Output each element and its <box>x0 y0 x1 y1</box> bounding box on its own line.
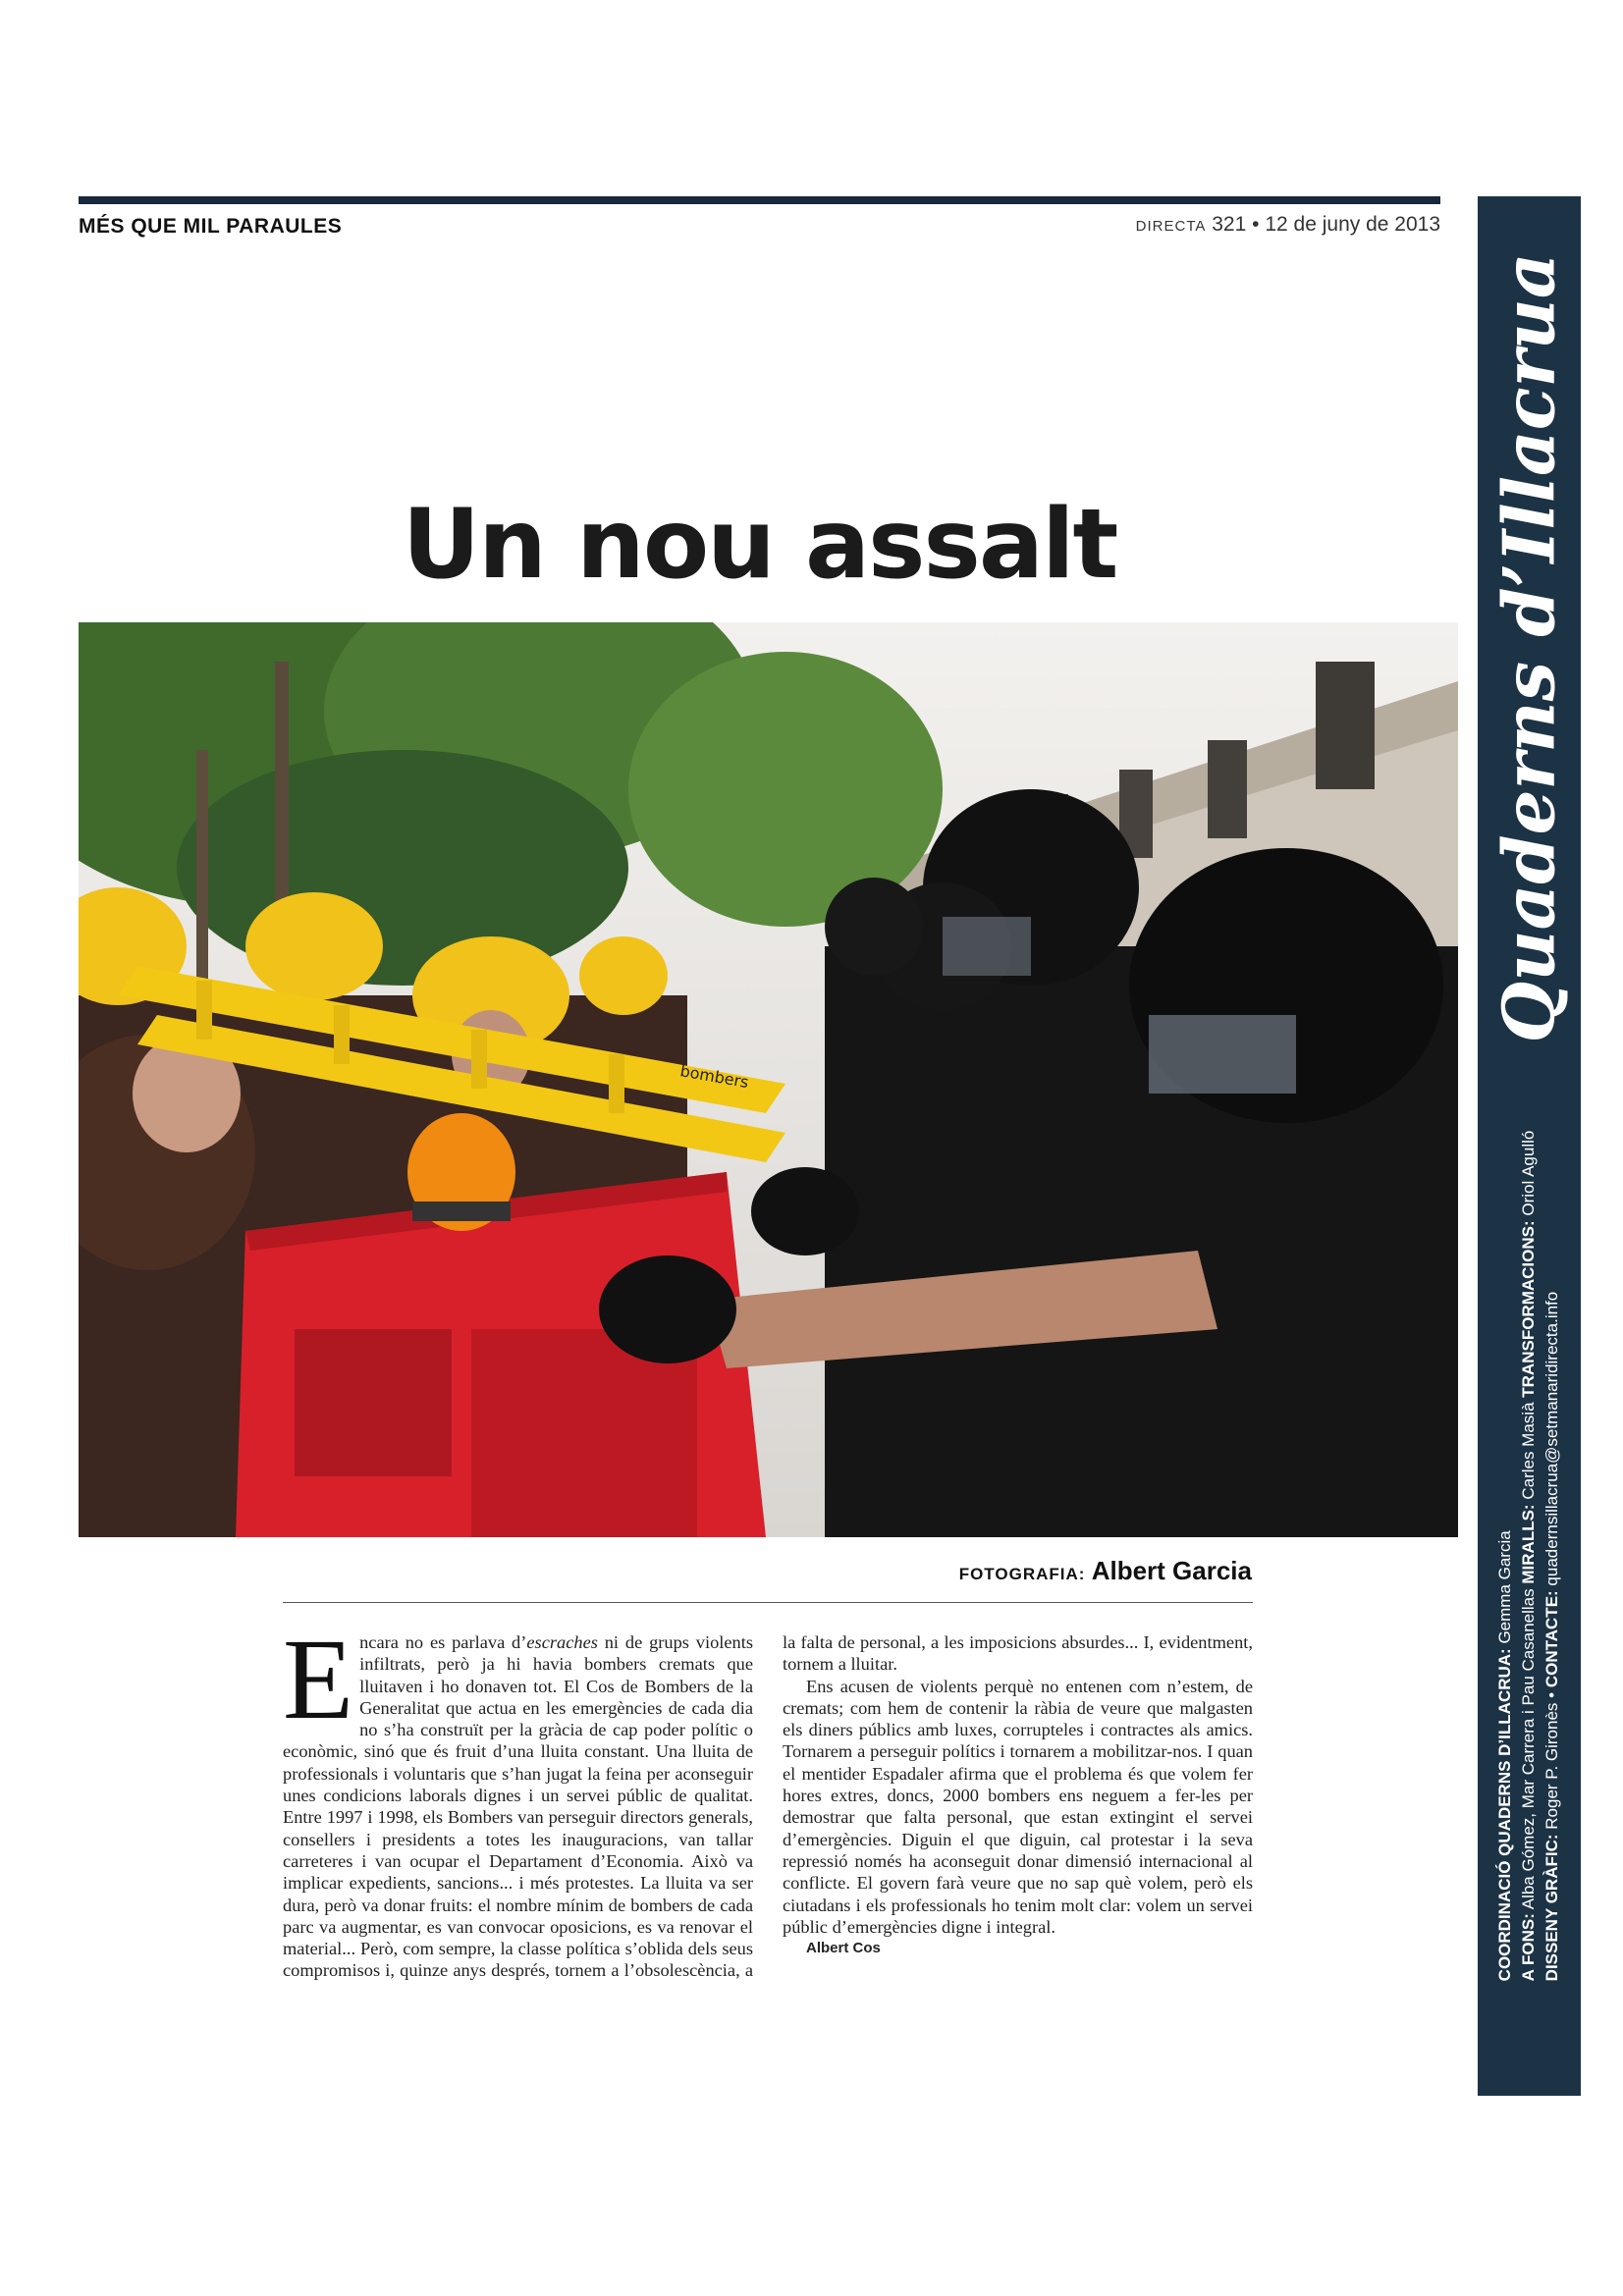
credits-line <box>1493 1131 1517 1982</box>
article-author: Albert Cos <box>806 1940 881 1957</box>
issue-date: 12 de juny de 2013 <box>1265 213 1440 236</box>
credit-value: Alba Gómez, Mar Carrera i Pau Casanellas <box>1519 1588 1538 1910</box>
credits-line <box>1541 1131 1564 1982</box>
credit-separator: • <box>1542 1691 1561 1698</box>
credit-value: Carles Masià <box>1519 1402 1538 1500</box>
article-text: ncara no es parlava d’ <box>359 1632 527 1652</box>
article-paragraph: Ens acusen de violents perquè no entenen com n’estem, de cremats; com hem de contenir la ràbia de veure que malgasten els diners públics amb luxes, corrupteles i contractes als amics. Tornarem a perseguir polítics i tornarem a mobilitzar-nos. I quan el mentider Espadaler afirma que el problema és que volem fer hores extres, doncs, 2000 bombers ens neguem a fer-les per demostrar que falta personal, que estan extingint el servei d’emergències. Diguin el que diguin, cal protestar i la seva repressió només ha aconseguit donar dimensió internacional al conflicte. El govern farà veure que no sap què volem, però els ciutadans i els professionals ho tenim molt clar: volem un servei públic d’emergències digne i integral. <box>783 1676 1253 1937</box>
headline: Un nou assalt <box>402 489 1117 601</box>
drop-cap: E <box>283 1615 354 1743</box>
credit-value: Gemma Garcia <box>1495 1530 1514 1644</box>
credit-label: CONTACTE: <box>1542 1590 1561 1688</box>
photographer-name: Albert Garcia <box>1091 1556 1252 1585</box>
credit-label: DISSENY GRÀFIC: <box>1542 1834 1561 1982</box>
ladder-label: bombers <box>678 1061 750 1093</box>
credit-rule <box>283 1602 1253 1603</box>
credit-value: Oriol Agulló <box>1519 1130 1538 1216</box>
article-text: ni de grups violents infiltrats, però ja hi havia bombers cremats que lluitaven i ho donaven tot. El Cos de Bombers de la Generalitat que actua en les emergències de cada dia no s’ha construït per la gràcia de cap poder polític o econòmic, sinó que és fruit d’una lluita constant. Una lluita de professionals i voluntaris que s’han jugat la feina per aconseguir unes condicions laborals dignes i un servei públic de qualitat. Entre 1997 i 1998, els Bombers van perseguir directors generals, consellers i presidents a totes les inauguracions, van tallar carreteres i van ocupar el Departament d’Economia. Això va implicar expedients, sancions... i més protestes. La lluita va ser dura, però va donar fruits: el nombre mínim de bombers de cada parc va augmentar, es van convocar oposicions, es va renovar el material... Però, com sempre, la classe política s’oblida dels seus compromisos i, quinze anys després, tornem a l’obsolescència, a la falta de personal, a les imposicions absurdes... I, evidentment, tornem a lluitar. <box>283 1632 1253 1981</box>
photo-credit <box>959 1556 1252 1586</box>
photo-illustration <box>79 622 1458 1537</box>
article-emphasis: escraches <box>526 1632 598 1652</box>
issue-info <box>1136 213 1440 237</box>
issue-separator: • <box>1252 213 1260 236</box>
sidebar-credits <box>1493 1131 1564 1982</box>
credit-value: Roger P. Gironès <box>1542 1702 1561 1830</box>
credit-label: COORDINACIÓ QUADERNS D’ILLACRUA: <box>1495 1648 1514 1982</box>
main-photo <box>79 622 1458 1537</box>
header-rule <box>79 196 1440 204</box>
credits-line <box>1517 1131 1541 1982</box>
credit-label: MIRALLS: <box>1519 1504 1538 1584</box>
issue-number: 321 <box>1212 213 1247 236</box>
article-body <box>283 1615 1253 1982</box>
section-label: MÉS QUE MIL PARAULES <box>79 215 343 238</box>
credit-label: A FONS: <box>1519 1913 1538 1982</box>
contact-email: quadernsillacrua@setmanaridirecta.info <box>1542 1291 1561 1586</box>
credit-label: TRANSFORMACIONS: <box>1519 1220 1538 1398</box>
photo-credit-label: FOTOGRAFIA: <box>958 1565 1086 1583</box>
publication-name: DIRECTA <box>1135 218 1207 235</box>
sidebar-title: Quaderns d’Illacrua <box>1487 252 1571 1043</box>
